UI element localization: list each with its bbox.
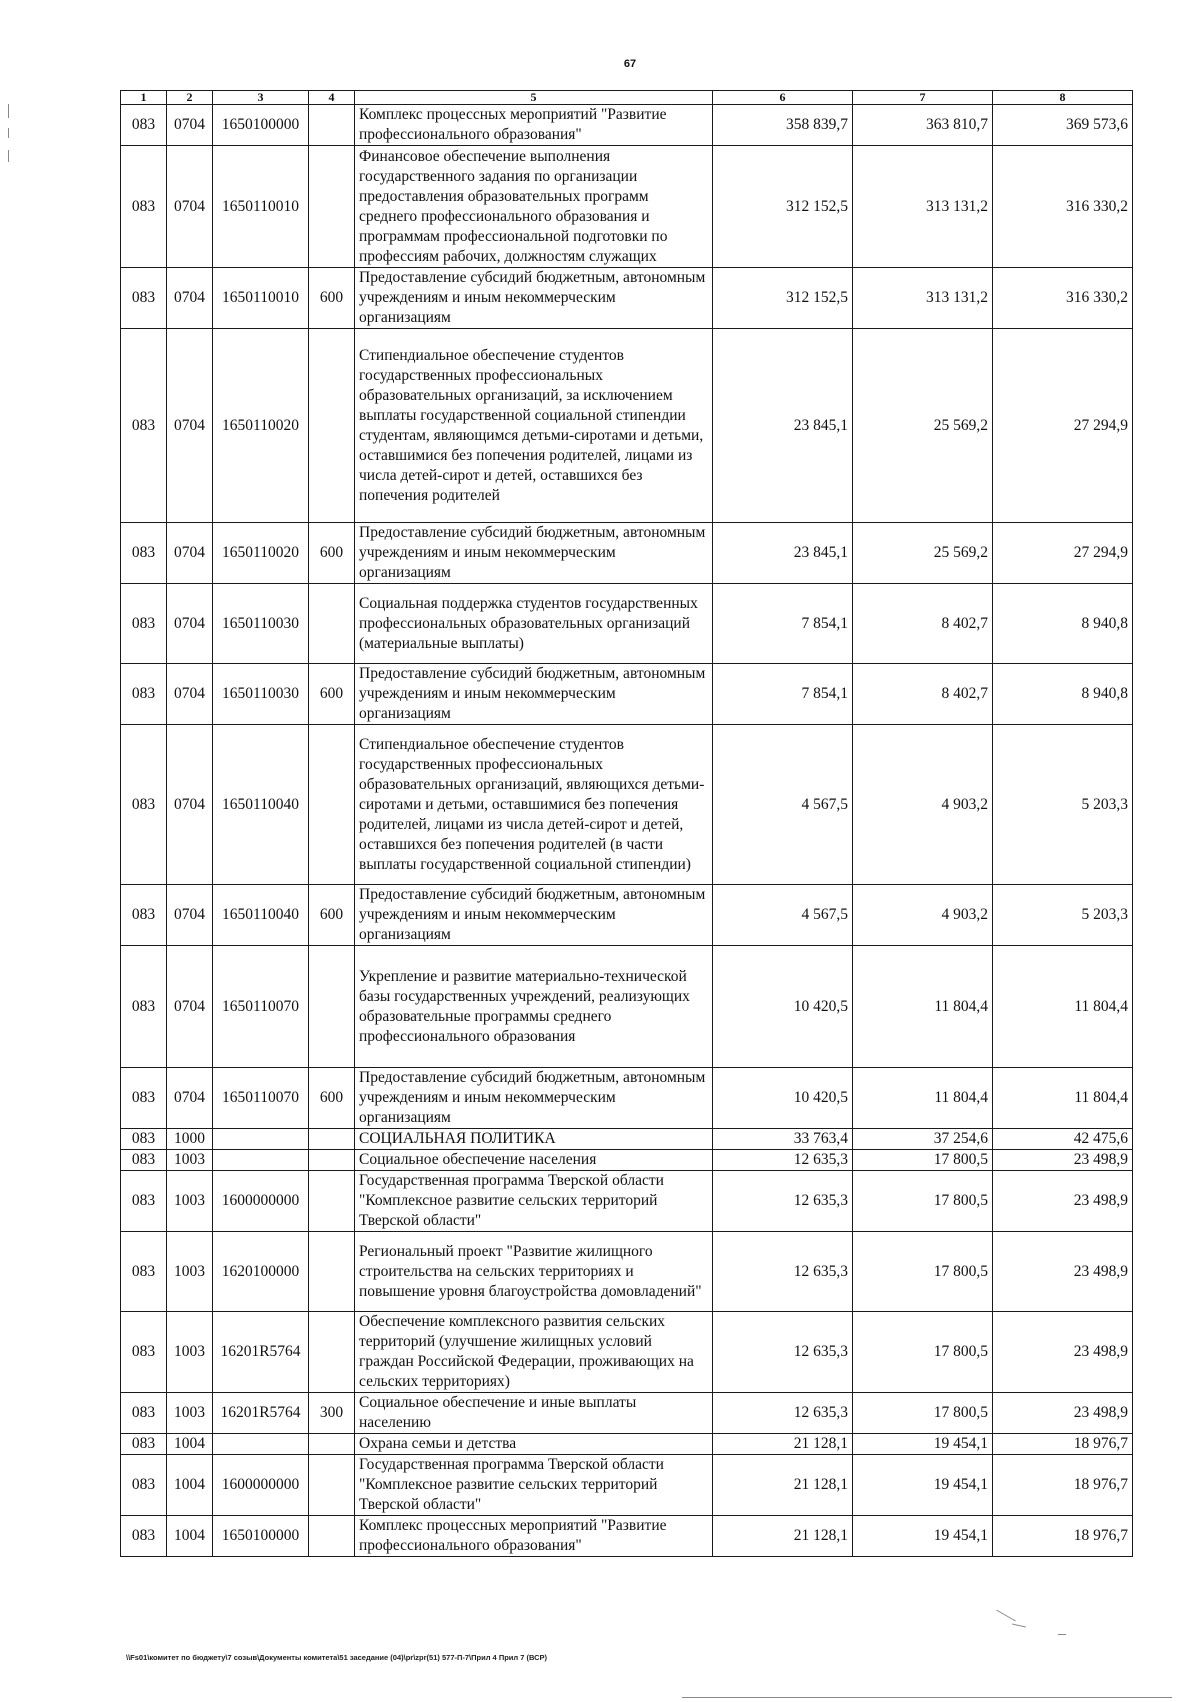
scan-artifact [8, 128, 9, 138]
column-header-2: 2 [167, 91, 213, 105]
cell-section-code: 1004 [167, 1455, 213, 1516]
cell-amount-year-1: 312 152,5 [713, 268, 853, 329]
cell-chapter-code: 083 [121, 584, 167, 664]
cell-section-code: 0704 [167, 1068, 213, 1129]
cell-amount-year-3: 18 976,7 [993, 1434, 1133, 1455]
cell-amount-year-1: 10 420,5 [713, 946, 853, 1068]
cell-expense-type-code: 600 [309, 885, 355, 946]
cell-target-article-code: 1650110020 [213, 329, 309, 523]
cell-expense-type-code [309, 1455, 355, 1516]
column-header-6: 6 [713, 91, 853, 105]
cell-amount-year-3: 316 330,2 [993, 146, 1133, 268]
table-row [121, 1312, 1133, 1393]
cell-section-code: 0704 [167, 584, 213, 664]
cell-amount-year-1: 10 420,5 [713, 1068, 853, 1129]
table-row [121, 946, 1133, 1068]
table-row [121, 885, 1133, 946]
cell-amount-year-1: 12 635,3 [713, 1393, 853, 1434]
cell-description: Социальное обеспечение населения [355, 1150, 713, 1171]
cell-amount-year-1: 312 152,5 [713, 146, 853, 268]
cell-section-code: 0704 [167, 329, 213, 523]
scan-artifact [8, 150, 9, 162]
column-header-4: 4 [309, 91, 355, 105]
cell-expense-type-code [309, 1516, 355, 1557]
cell-target-article-code: 1600000000 [213, 1455, 309, 1516]
cell-target-article-code [213, 1434, 309, 1455]
table-row [121, 725, 1133, 885]
cell-section-code: 1004 [167, 1516, 213, 1557]
table-row [121, 1455, 1133, 1516]
table-row [121, 523, 1133, 584]
cell-amount-year-3: 11 804,4 [993, 946, 1133, 1068]
table-row [121, 268, 1133, 329]
cell-target-article-code [213, 1129, 309, 1150]
cell-expense-type-code: 600 [309, 1068, 355, 1129]
cell-description: Предоставление субсидий бюджетным, автономным учреждениям и иным некоммерческим организациям [355, 1068, 713, 1129]
cell-chapter-code: 083 [121, 1312, 167, 1393]
cell-amount-year-2: 8 402,7 [853, 664, 993, 725]
scan-artifact [682, 1697, 1172, 1698]
cell-section-code: 0704 [167, 268, 213, 329]
cell-description: Государственная программа Тверской области "Комплексное развитие сельских территорий Тверской области" [355, 1455, 713, 1516]
cell-description: СОЦИАЛЬНАЯ ПОЛИТИКА [355, 1129, 713, 1150]
cell-expense-type-code [309, 1232, 355, 1312]
cell-amount-year-1: 21 128,1 [713, 1455, 853, 1516]
cell-amount-year-2: 17 800,5 [853, 1171, 993, 1232]
scan-artifact [8, 104, 9, 118]
budget-table [120, 90, 1133, 1557]
cell-amount-year-1: 23 845,1 [713, 523, 853, 584]
table-row [121, 1434, 1133, 1455]
cell-amount-year-3: 23 498,9 [993, 1232, 1133, 1312]
cell-expense-type-code: 600 [309, 523, 355, 584]
cell-amount-year-3: 18 976,7 [993, 1455, 1133, 1516]
scan-artifact [1058, 1634, 1066, 1635]
cell-amount-year-3: 27 294,9 [993, 329, 1133, 523]
cell-section-code: 1003 [167, 1393, 213, 1434]
cell-target-article-code: 1650110030 [213, 584, 309, 664]
cell-amount-year-3: 316 330,2 [993, 268, 1133, 329]
cell-chapter-code: 083 [121, 1150, 167, 1171]
table-row [121, 1150, 1133, 1171]
cell-amount-year-1: 7 854,1 [713, 584, 853, 664]
cell-target-article-code [213, 1150, 309, 1171]
cell-target-article-code: 1650110040 [213, 725, 309, 885]
cell-amount-year-3: 23 498,9 [993, 1393, 1133, 1434]
cell-amount-year-2: 37 254,6 [853, 1129, 993, 1150]
cell-description: Комплекс процессных мероприятий "Развитие профессионального образования" [355, 105, 713, 146]
cell-chapter-code: 083 [121, 1232, 167, 1312]
cell-target-article-code: 16201R5764 [213, 1393, 309, 1434]
cell-amount-year-1: 12 635,3 [713, 1150, 853, 1171]
cell-amount-year-2: 19 454,1 [853, 1516, 993, 1557]
cell-description: Предоставление субсидий бюджетным, автономным учреждениям и иным некоммерческим организациям [355, 664, 713, 725]
cell-chapter-code: 083 [121, 885, 167, 946]
cell-chapter-code: 083 [121, 1434, 167, 1455]
cell-amount-year-2: 363 810,7 [853, 105, 993, 146]
table-row [121, 329, 1133, 523]
scan-artifact [1012, 1624, 1026, 1628]
table-row [121, 1129, 1133, 1150]
table-row [121, 1516, 1133, 1557]
cell-expense-type-code: 600 [309, 268, 355, 329]
cell-expense-type-code [309, 105, 355, 146]
cell-expense-type-code [309, 1129, 355, 1150]
table-row [121, 1171, 1133, 1232]
cell-amount-year-2: 8 402,7 [853, 584, 993, 664]
cell-section-code: 0704 [167, 885, 213, 946]
cell-target-article-code: 1650100000 [213, 1516, 309, 1557]
cell-amount-year-1: 12 635,3 [713, 1312, 853, 1393]
cell-description: Стипендиальное обеспечение студентов государственных профессиональных образовательных организаций, за исключением выплаты государственной социальной стипендии студентам, являющимся детьми-сиротами и детьми, оставшимися без попечения родителей, лицами из числа детей-сирот и детей, оставшихся без попечения родителей [355, 329, 713, 523]
cell-amount-year-1: 12 635,3 [713, 1232, 853, 1312]
cell-description: Предоставление субсидий бюджетным, автономным учреждениям и иным некоммерческим организациям [355, 268, 713, 329]
cell-description: Обеспечение комплексного развития сельских территорий (улучшение жилищных условий граждан Российской Федерации, проживающих на сельских территориях) [355, 1312, 713, 1393]
cell-target-article-code: 1650110010 [213, 146, 309, 268]
cell-amount-year-1: 21 128,1 [713, 1516, 853, 1557]
cell-amount-year-1: 7 854,1 [713, 664, 853, 725]
cell-chapter-code: 083 [121, 329, 167, 523]
cell-amount-year-1: 21 128,1 [713, 1434, 853, 1455]
cell-target-article-code: 1650110070 [213, 946, 309, 1068]
cell-amount-year-3: 8 940,8 [993, 664, 1133, 725]
cell-expense-type-code [309, 1150, 355, 1171]
cell-expense-type-code [309, 1171, 355, 1232]
cell-section-code: 1003 [167, 1171, 213, 1232]
cell-amount-year-1: 23 845,1 [713, 329, 853, 523]
cell-expense-type-code: 600 [309, 664, 355, 725]
cell-expense-type-code [309, 329, 355, 523]
cell-amount-year-2: 17 800,5 [853, 1232, 993, 1312]
cell-target-article-code: 1650110070 [213, 1068, 309, 1129]
cell-section-code: 0704 [167, 664, 213, 725]
cell-section-code: 0704 [167, 946, 213, 1068]
cell-chapter-code: 083 [121, 268, 167, 329]
cell-amount-year-3: 23 498,9 [993, 1312, 1133, 1393]
cell-amount-year-2: 11 804,4 [853, 946, 993, 1068]
cell-amount-year-2: 313 131,2 [853, 268, 993, 329]
cell-section-code: 1003 [167, 1150, 213, 1171]
cell-description: Финансовое обеспечение выполнения государственного задания по организации предоставления образовательных программ среднего профессионального образования и программам профессиональной подготовки по профессиям рабочих, должностям служащих [355, 146, 713, 268]
cell-description: Государственная программа Тверской области "Комплексное развитие сельских территорий Тверской области" [355, 1171, 713, 1232]
table-row [121, 146, 1133, 268]
table-row [121, 1393, 1133, 1434]
table-row [121, 1068, 1133, 1129]
cell-expense-type-code: 300 [309, 1393, 355, 1434]
table-body [121, 105, 1133, 1557]
cell-chapter-code: 083 [121, 523, 167, 584]
cell-target-article-code: 1620100000 [213, 1232, 309, 1312]
cell-section-code: 1003 [167, 1232, 213, 1312]
cell-chapter-code: 083 [121, 1516, 167, 1557]
cell-section-code: 1004 [167, 1434, 213, 1455]
cell-amount-year-1: 33 763,4 [713, 1129, 853, 1150]
cell-chapter-code: 083 [121, 146, 167, 268]
cell-amount-year-2: 17 800,5 [853, 1150, 993, 1171]
table-row [121, 105, 1133, 146]
cell-chapter-code: 083 [121, 1455, 167, 1516]
cell-amount-year-2: 25 569,2 [853, 329, 993, 523]
cell-description: Стипендиальное обеспечение студентов государственных профессиональных образовательных организаций, являющихся детьми-сиротами и детьми, оставшимися без попечения родителей, лицами из числа детей-сирот и детей, оставшихся без попечения родителей (в части выплаты государственной социальной стипендии) [355, 725, 713, 885]
cell-amount-year-2: 11 804,4 [853, 1068, 993, 1129]
cell-amount-year-3: 8 940,8 [993, 584, 1133, 664]
cell-amount-year-1: 358 839,7 [713, 105, 853, 146]
cell-chapter-code: 083 [121, 1393, 167, 1434]
cell-chapter-code: 083 [121, 1129, 167, 1150]
cell-chapter-code: 083 [121, 725, 167, 885]
footer-file-path: \\Fs01\комитет по бюджету\7 созыв\Документы комитета\51 заседание (04)\pr\zpr(51) 577-П-7\Прил 4 Прил 7 (ВСР) [126, 1653, 548, 1662]
cell-chapter-code: 083 [121, 1171, 167, 1232]
cell-amount-year-1: 4 567,5 [713, 885, 853, 946]
column-header-7: 7 [853, 91, 993, 105]
column-header-1: 1 [121, 91, 167, 105]
cell-amount-year-3: 5 203,3 [993, 725, 1133, 885]
cell-expense-type-code [309, 725, 355, 885]
column-header-5: 5 [355, 91, 713, 105]
table-row [121, 584, 1133, 664]
cell-section-code: 0704 [167, 146, 213, 268]
cell-amount-year-2: 19 454,1 [853, 1434, 993, 1455]
table-header [121, 91, 1133, 105]
cell-expense-type-code [309, 1434, 355, 1455]
cell-description: Социальная поддержка студентов государственных профессиональных образовательных организаций (материальные выплаты) [355, 584, 713, 664]
cell-amount-year-1: 12 635,3 [713, 1171, 853, 1232]
cell-target-article-code: 1600000000 [213, 1171, 309, 1232]
cell-target-article-code: 1650110020 [213, 523, 309, 584]
table-row [121, 664, 1133, 725]
cell-expense-type-code [309, 946, 355, 1068]
cell-chapter-code: 083 [121, 105, 167, 146]
cell-target-article-code: 1650100000 [213, 105, 309, 146]
cell-amount-year-3: 23 498,9 [993, 1171, 1133, 1232]
page-number: 67 [623, 58, 637, 70]
column-header-8: 8 [993, 91, 1133, 105]
cell-amount-year-2: 17 800,5 [853, 1312, 993, 1393]
cell-expense-type-code [309, 584, 355, 664]
cell-amount-year-1: 4 567,5 [713, 725, 853, 885]
cell-amount-year-3: 5 203,3 [993, 885, 1133, 946]
cell-target-article-code: 1650110030 [213, 664, 309, 725]
cell-description: Региональный проект "Развитие жилищного строительства на сельских территориях и повышение уровня благоустройства домовладений" [355, 1232, 713, 1312]
cell-amount-year-2: 17 800,5 [853, 1393, 993, 1434]
column-number-row [121, 91, 1133, 105]
cell-description: Предоставление субсидий бюджетным, автономным учреждениям и иным некоммерческим организациям [355, 885, 713, 946]
cell-expense-type-code [309, 146, 355, 268]
cell-amount-year-2: 25 569,2 [853, 523, 993, 584]
cell-chapter-code: 083 [121, 664, 167, 725]
cell-amount-year-3: 18 976,7 [993, 1516, 1133, 1557]
cell-amount-year-3: 23 498,9 [993, 1150, 1133, 1171]
cell-description: Предоставление субсидий бюджетным, автономным учреждениям и иным некоммерческим организациям [355, 523, 713, 584]
cell-amount-year-3: 369 573,6 [993, 105, 1133, 146]
scan-artifact [996, 1610, 1016, 1622]
cell-amount-year-3: 11 804,4 [993, 1068, 1133, 1129]
cell-section-code: 0704 [167, 105, 213, 146]
cell-amount-year-3: 42 475,6 [993, 1129, 1133, 1150]
cell-amount-year-2: 4 903,2 [853, 885, 993, 946]
cell-description: Комплекс процессных мероприятий "Развитие профессионального образования" [355, 1516, 713, 1557]
table-row [121, 1232, 1133, 1312]
cell-amount-year-2: 313 131,2 [853, 146, 993, 268]
cell-chapter-code: 083 [121, 1068, 167, 1129]
cell-target-article-code: 1650110010 [213, 268, 309, 329]
cell-section-code: 1003 [167, 1312, 213, 1393]
cell-description: Укрепление и развитие материально-технической базы государственных учреждений, реализующих образовательные программы среднего профессионального образования [355, 946, 713, 1068]
cell-section-code: 1000 [167, 1129, 213, 1150]
cell-target-article-code: 1650110040 [213, 885, 309, 946]
cell-amount-year-2: 19 454,1 [853, 1455, 993, 1516]
cell-expense-type-code [309, 1312, 355, 1393]
cell-amount-year-3: 27 294,9 [993, 523, 1133, 584]
cell-target-article-code: 16201R5764 [213, 1312, 309, 1393]
column-header-3: 3 [213, 91, 309, 105]
cell-description: Социальное обеспечение и иные выплаты населению [355, 1393, 713, 1434]
cell-section-code: 0704 [167, 725, 213, 885]
cell-chapter-code: 083 [121, 946, 167, 1068]
cell-section-code: 0704 [167, 523, 213, 584]
cell-amount-year-2: 4 903,2 [853, 725, 993, 885]
cell-description: Охрана семьи и детства [355, 1434, 713, 1455]
